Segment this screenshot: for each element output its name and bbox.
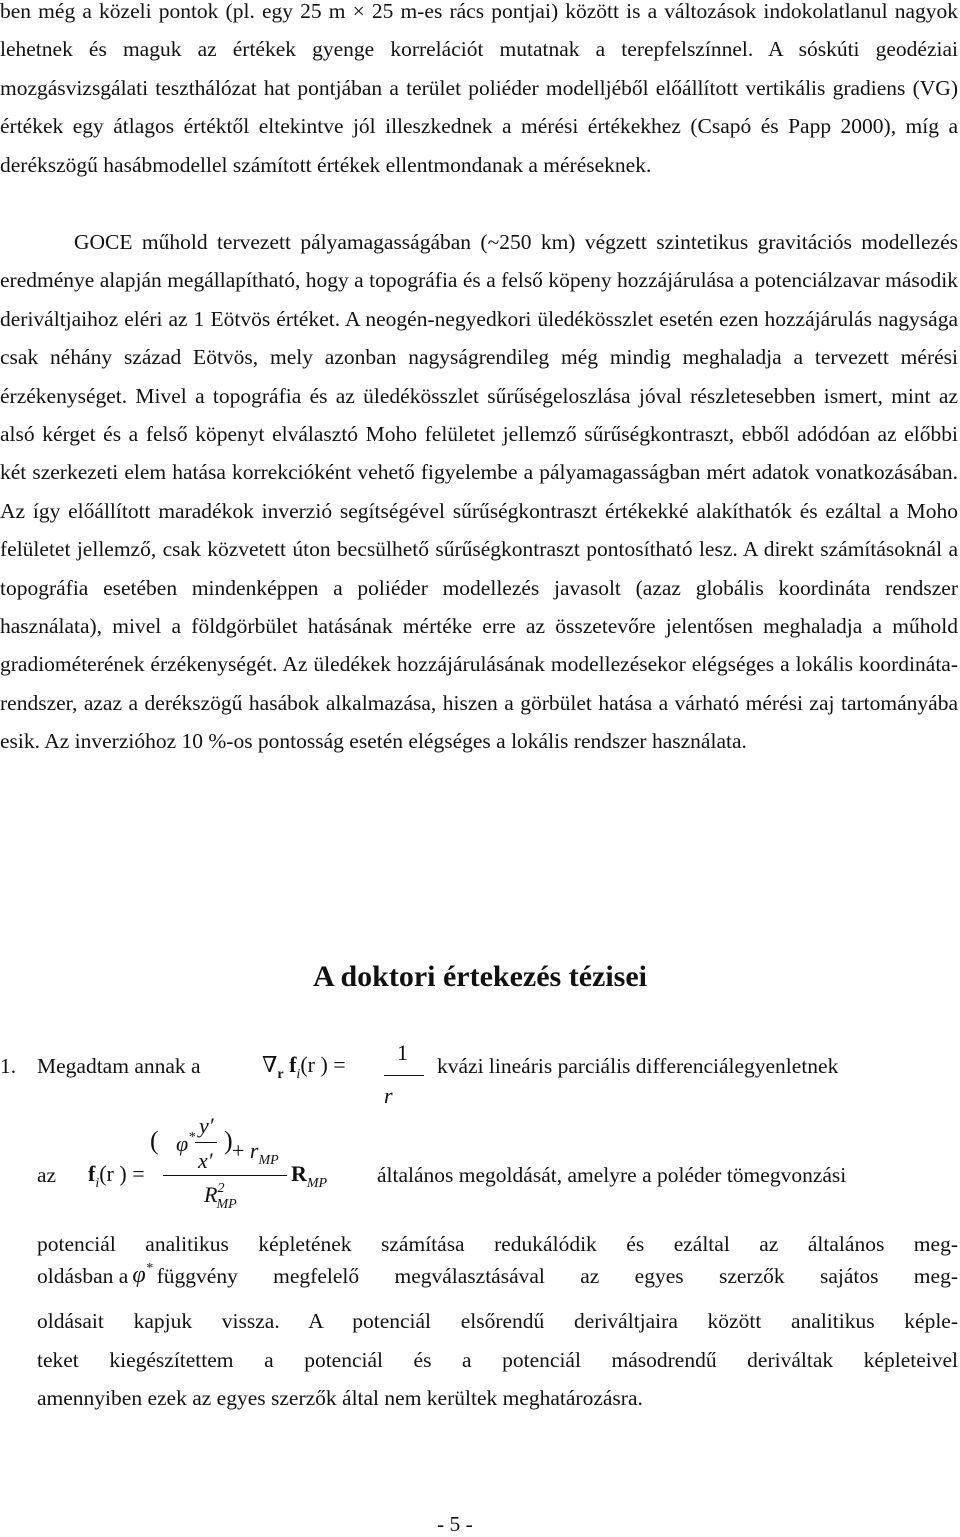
thesis-line-3: oldásait kapjuk vissza. A potenciál elsőrendű deriváltjaira között analitikus képle- — [37, 1309, 958, 1333]
eq2-lead: az — [37, 1163, 57, 1187]
eq2-R: R — [291, 1161, 307, 1186]
eq2-inner-denominator: x′ — [198, 1148, 213, 1173]
thesis-number: 1. — [0, 1054, 17, 1078]
eq1-numerator: 1 — [397, 1040, 408, 1065]
eq2-plus-r — [232, 1138, 279, 1168]
paragraph-2-text: GOCE műhold tervezett pályamagasságában (~250 km) végzett szintetikus gravitációs modellezés eredménye alapján megállapítható, hogy a topográfia és a felső köpeny hozzájárulása a potenciálzavar második deriváltjaihoz eléri az 1 Eötvös értéket. A neogén-negyedkori üledékösszlet esetén ezen hozzájárulás nagysága csak néhány század Eötvös, mely azonban nagyságrendileg még mindig meghaladja a tervezett mérési érzékenységet. Mivel a topográfia és az üledékösszlet sűrűségeloszlása jóval részletesebben ismert, mint az alsó kérget és a felső köpenyt elválasztó Moho felületet jellemző sűrűségkontraszt, ebből adódóan az előbbi két szerkezeti elem hatása korrekcióként vehető figyelembe a pályamagasságban mért adatok vonatkozásában. Az így előállított maradékok inverzió segítségével sűrűségkontraszt értékekké alakíthatók és ezáltal a Moho felületet jellemző, csak közvetett úton becsülhető sűrűségkontraszt pontosítható lesz. A direkt számításoknál a topográfia esetében mindenképpen a poliéder modellezés javasolt (azaz globális koordináta rendszer használata), mivel a földgörbület hatásának mértéke erre az összetevőre jelentősen meghaladja a műhold gradiométerének érzékenységét. Az üledékek hozzájárulásának modellezésekor elégséges a lokális koordináta-rendszer, azaz a derékszögű hasábok alkalmazása, hiszen a görbület hatása a várható mérési zaj tartományába esik. Az inverzióhoz 10 %-os pontosság esetén elégséges a lokális rendszer használata. — [0, 230, 958, 754]
eq2-R-vector — [291, 1161, 328, 1191]
eq2-r-subscript: MP — [258, 1153, 279, 1168]
eq2-phi-star: * — [188, 1130, 196, 1145]
eq2-lhs — [88, 1161, 145, 1191]
paragraph-2 — [0, 223, 958, 761]
thesis-line-2b: függvény megfelelő megválasztásával az egyes szerzők sajátos meg- — [156, 1264, 958, 1288]
eq2-phi — [176, 1131, 195, 1157]
eq1-gradient-subscript: r — [277, 1067, 284, 1082]
thesis-line-1: potenciál analitikus képletének számítása redukálódik és ezáltal az általános meg- — [37, 1232, 958, 1256]
equation-1 — [262, 1052, 346, 1082]
thesis-line-2a: oldásban a — [37, 1264, 129, 1288]
eq2-function: f — [88, 1161, 96, 1186]
thesis-phi-inline-star: * — [145, 1261, 153, 1276]
eq1-argument: (r — [300, 1052, 315, 1077]
thesis-line-2 — [37, 1261, 958, 1291]
thesis-intro-text: Megadtam annak a — [37, 1054, 201, 1078]
eq2-inner-fraction-line — [195, 1142, 217, 1143]
eq1-function: f — [289, 1052, 297, 1077]
eq2-equals: ) = — [119, 1161, 145, 1186]
section-heading: A doktori értekezés tézisei — [312, 960, 648, 993]
eq2-main-denominator — [204, 1181, 237, 1212]
thesis-line-5: amennyiben ezek az egyes szerzők által nem kerültek meghatározásra. — [37, 1386, 643, 1410]
eq2-paren-open: ( — [150, 1126, 159, 1155]
eq2-r: r — [249, 1138, 259, 1163]
thesis-phi-inline — [132, 1262, 152, 1289]
thesis-intro-tail: kvázi lineáris parciális differenciálegyenletnek — [437, 1054, 839, 1078]
eq2-function-index: i — [95, 1176, 100, 1191]
eq1-function-index: i — [296, 1067, 301, 1082]
eq1-fraction-line — [384, 1075, 424, 1076]
eq2-tail: általános megoldását, amelyre a poléder tömegvonzási — [377, 1163, 847, 1187]
eq2-argument: (r — [99, 1161, 114, 1186]
nabla-symbol: ∇ — [262, 1052, 278, 1077]
paragraph-1-text: ben még a közeli pontok (pl. egy 25 m × 25 m-es rács pontjai) között is a változások indokolatlanul nagyok lehetnek és maguk az értékek gyenge korrelációt mutatnak a terepfelszínnel. A sóskúti geodéziai mozgásvizsgálati teszthálózat hat pontjában a terület poliéder modelljéből előállított vertikális gradiens (VG) értékek egy átlagos értéktől eltekintve jól illeszkednek a mérési értékekhez (Csapó és Papp 2000), míg a derékszögű hasábmodellel számított értékek ellentmondanak a méréseknek. — [0, 0, 958, 177]
eq2-phi-symbol: φ — [176, 1131, 189, 1156]
eq2-R-subscript: MP — [306, 1176, 328, 1191]
eq2-inner-numerator: y′ — [199, 1113, 214, 1138]
eq2-den-subscript: MP — [216, 1197, 237, 1212]
eq1-denominator: r — [384, 1083, 393, 1108]
eq2-plus: + — [232, 1138, 245, 1163]
page-number: - 5 - — [437, 1512, 473, 1536]
thesis-line-4: teket kiegészítettem a potenciál és a potenciál másodrendű deriváltak képleteivel — [37, 1348, 958, 1372]
eq2-paren-close: ) — [224, 1126, 233, 1155]
eq1-equals: ) = — [320, 1052, 346, 1077]
eq2-main-fraction-line — [163, 1175, 287, 1176]
paragraph-1 — [0, 0, 958, 184]
eq2-den-exponent: 2 — [217, 1181, 225, 1196]
eq2-den-R: R — [204, 1182, 218, 1207]
thesis-phi-inline-symbol: φ — [132, 1262, 146, 1288]
